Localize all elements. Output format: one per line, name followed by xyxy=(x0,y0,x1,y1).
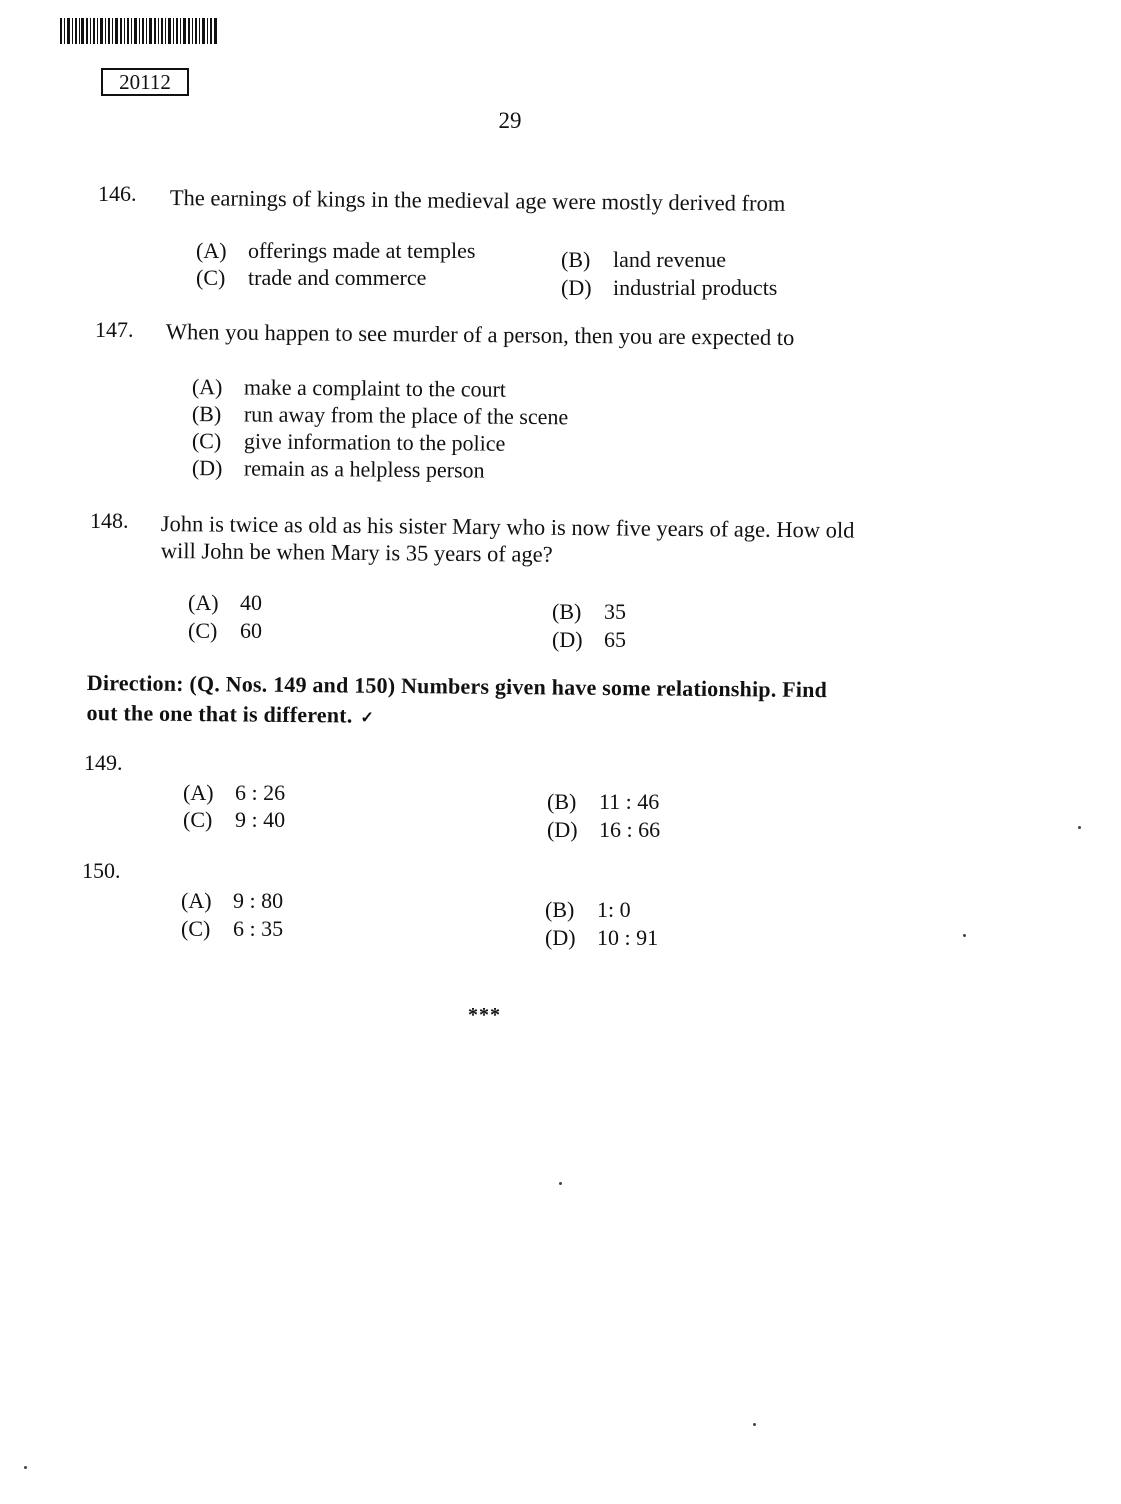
barcode-image xyxy=(60,18,218,44)
question-146-number: 146. xyxy=(98,181,137,206)
question-148-option-b: (B) 35 xyxy=(552,599,626,624)
question-150-option-d: (D) 10 : 91 xyxy=(545,925,659,950)
question-146-text: The earnings of kings in the medieval age were mostly derived from xyxy=(169,184,786,216)
question-150-option-c: (C) 6 : 35 xyxy=(181,916,284,941)
question-146-option-b: (B) land revenue xyxy=(561,247,726,272)
question-150-option-b: (B) 1: 0 xyxy=(545,897,631,922)
scan-speck xyxy=(753,1423,756,1426)
direction-line1: Direction: (Q. Nos. 149 and 150) Numbers given have some relationship. Find xyxy=(86,669,828,703)
question-149-option-d: (D) 16 : 66 xyxy=(547,817,661,842)
question-150-option-a: (A) 9 : 80 xyxy=(181,888,284,913)
question-149-option-b: (B) 11 : 46 xyxy=(547,789,660,814)
question-148-text-line1: John is twice as old as his sister Mary who is now five years of age. How old xyxy=(160,510,855,543)
scan-speck xyxy=(559,1182,562,1185)
scan-speck xyxy=(963,934,966,937)
scan-speck xyxy=(24,1466,27,1469)
direction-line2: out the one that is different. xyxy=(86,699,353,728)
question-148-text-line2: will John be when Mary is 35 years of age? xyxy=(160,537,553,567)
question-149-option-a: (A) 6 : 26 xyxy=(183,780,286,805)
question-147-number: 147. xyxy=(95,317,134,342)
question-148-number: 148. xyxy=(90,508,129,533)
question-148-option-a: (A) 40 xyxy=(188,590,262,615)
question-147-option-b: (B) run away from the place of the scene xyxy=(191,401,569,430)
paper-code: 20112 xyxy=(119,70,171,94)
paper-code-box xyxy=(101,68,189,96)
question-147-option-d: (D) remain as a helpless person xyxy=(191,455,485,483)
question-149-number: 149. xyxy=(84,750,123,775)
page-number: 29 xyxy=(498,108,522,133)
question-148-option-d: (D) 65 xyxy=(552,627,626,652)
question-150-number: 150. xyxy=(82,858,121,883)
scan-speck xyxy=(1078,826,1081,829)
question-149-option-c: (C) 9 : 40 xyxy=(183,807,286,832)
question-146-option-a: (A) offerings made at temples xyxy=(196,238,476,263)
end-marker: *** xyxy=(468,1004,501,1026)
question-146-option-d: (D) industrial products xyxy=(561,275,778,300)
direction-instructions xyxy=(86,668,917,739)
question-147-text: When you happen to see murder of a person, then you are expected to xyxy=(165,318,795,351)
question-147-option-c: (C) give information to the police xyxy=(191,428,506,456)
question-146-option-c: (C) trade and commerce xyxy=(196,265,427,290)
tick-mark-icon: ✓ xyxy=(360,709,375,727)
question-147-option-a: (A) make a complaint to the court xyxy=(191,374,507,402)
question-148-option-c: (C) 60 xyxy=(188,618,262,643)
